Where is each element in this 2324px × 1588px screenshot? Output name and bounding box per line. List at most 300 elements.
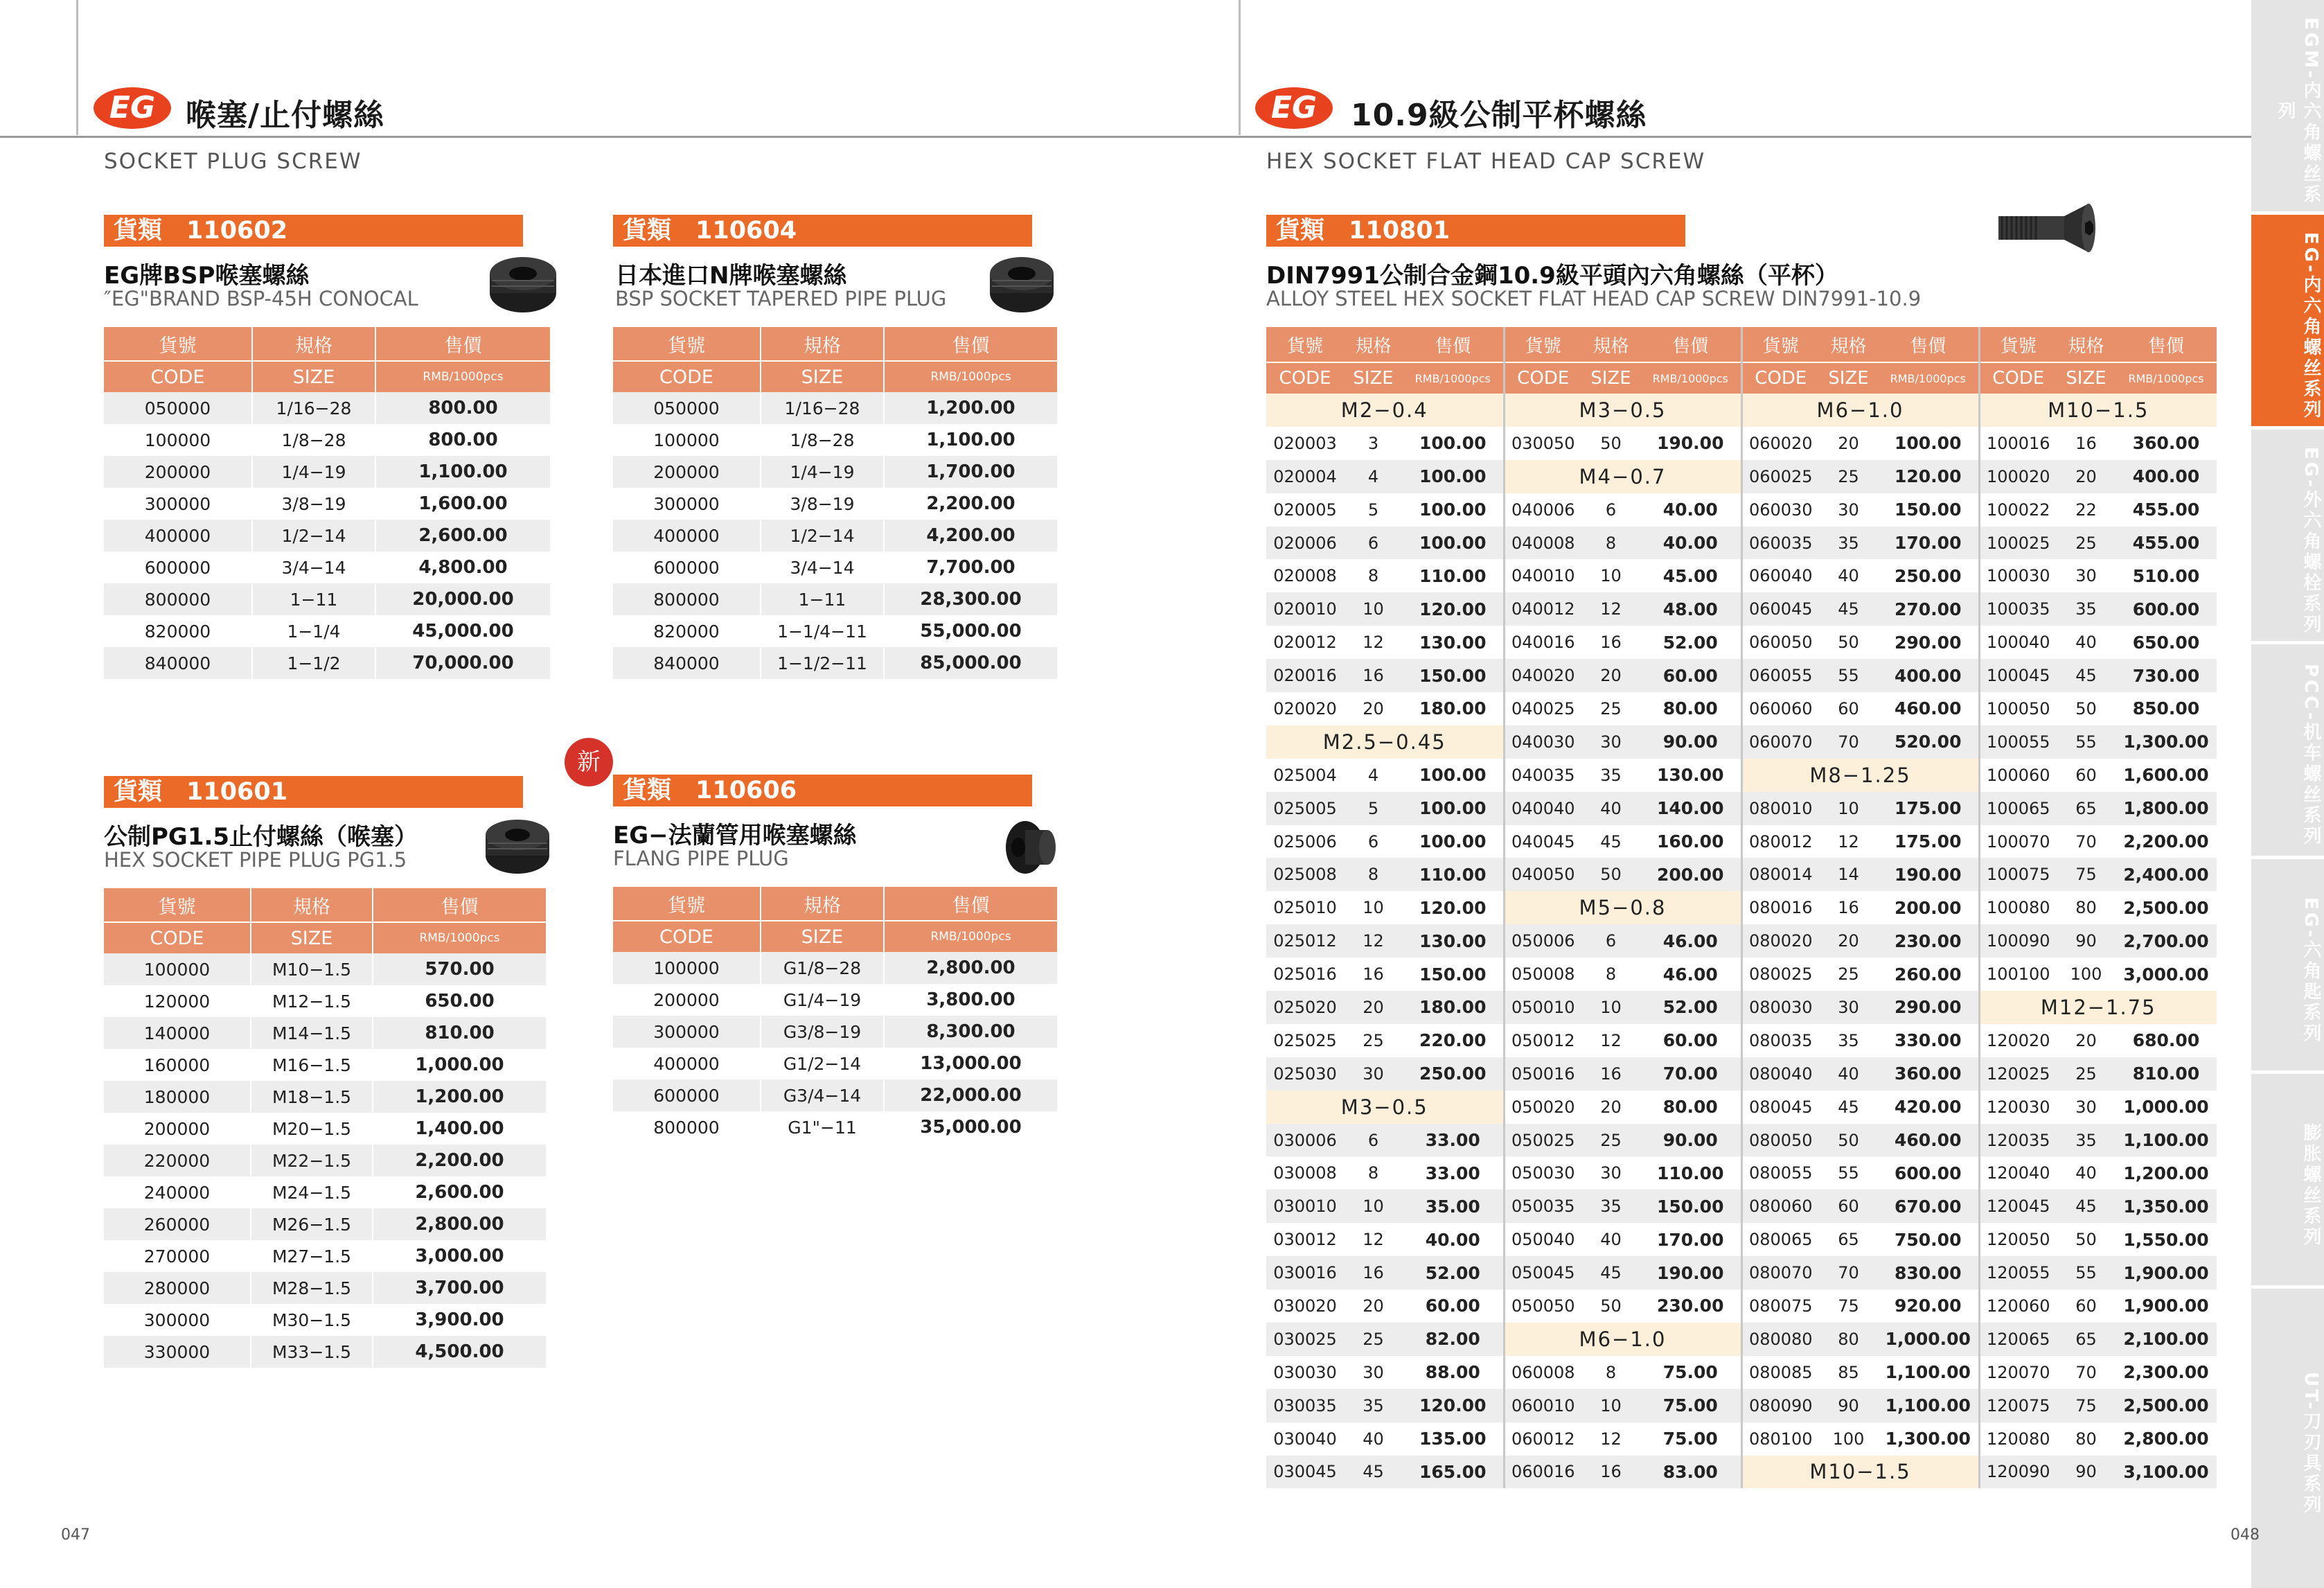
size-cell: 8 bbox=[1581, 958, 1640, 991]
price-cell: 1,100.00 bbox=[375, 456, 551, 488]
price-cell: 40.00 bbox=[1640, 493, 1741, 527]
code-cell: 300000 bbox=[613, 1016, 761, 1048]
table-row bbox=[613, 520, 1058, 552]
code-cell: 025006 bbox=[1266, 825, 1344, 858]
size-cell: 40 bbox=[1581, 792, 1640, 825]
price-cell: 920.00 bbox=[1878, 1289, 1979, 1323]
code-cell: 050008 bbox=[1504, 958, 1581, 991]
size-cell: M30−1.5 bbox=[251, 1304, 373, 1336]
size-cell: 20 bbox=[1581, 1091, 1640, 1124]
column-header: 規格 bbox=[252, 327, 375, 361]
code-cell: 140000 bbox=[104, 1017, 251, 1049]
code-cell: 050030 bbox=[1504, 1156, 1581, 1190]
column-header: CODE bbox=[613, 361, 761, 392]
price-cell: 290.00 bbox=[1878, 991, 1979, 1024]
price-cell: 60.00 bbox=[1640, 1024, 1741, 1057]
price-cell: 250.00 bbox=[1878, 559, 1979, 592]
size-cell: 30 bbox=[1581, 1156, 1640, 1190]
size-cell: 8 bbox=[1581, 527, 1640, 560]
code-cell: 120040 bbox=[1979, 1156, 2057, 1190]
price-cell: 20,000.00 bbox=[375, 583, 551, 615]
price-cell: 170.00 bbox=[1640, 1223, 1741, 1256]
price-cell: 40.00 bbox=[1403, 1223, 1504, 1256]
code-cell: 600000 bbox=[613, 552, 761, 583]
price-cell: 180.00 bbox=[1403, 991, 1504, 1024]
category-bar-110602: 貨類 110602 bbox=[104, 215, 523, 247]
column-header: 規格 bbox=[761, 327, 884, 361]
price-cell: 260.00 bbox=[1878, 958, 1979, 991]
price-cell: 80.00 bbox=[1640, 692, 1741, 725]
table-row bbox=[104, 647, 551, 679]
column-header: 貨號 bbox=[613, 887, 761, 921]
code-cell: 840000 bbox=[613, 647, 761, 679]
table-row bbox=[104, 392, 551, 424]
code-cell: 040030 bbox=[1504, 725, 1581, 759]
price-cell: 88.00 bbox=[1403, 1356, 1504, 1389]
code-cell: 600000 bbox=[613, 1079, 761, 1111]
code-cell: 060045 bbox=[1741, 592, 1819, 626]
size-cell: 40 bbox=[2057, 626, 2115, 659]
code-cell: 100020 bbox=[1979, 460, 2057, 493]
price-cell: 2,600.00 bbox=[373, 1176, 547, 1208]
price-cell: 100.00 bbox=[1878, 427, 1979, 460]
size-cell: 16 bbox=[1819, 891, 1878, 924]
table-row bbox=[104, 1208, 547, 1240]
code-cell: 120075 bbox=[1979, 1389, 2057, 1422]
table-header-row bbox=[613, 327, 1058, 361]
price-cell: 110.00 bbox=[1403, 858, 1504, 891]
size-cell: 25 bbox=[1344, 1323, 1403, 1356]
price-cell: 46.00 bbox=[1640, 958, 1741, 991]
code-cell: 100090 bbox=[1979, 924, 2057, 958]
table-row bbox=[1266, 1091, 2217, 1124]
price-cell: 3,000.00 bbox=[373, 1240, 547, 1272]
side-tab[interactable]: 膨胀螺丝系列 bbox=[2251, 1074, 2324, 1285]
column-header: 規格 bbox=[2057, 327, 2115, 362]
size-cell: G3/8−19 bbox=[761, 1016, 884, 1048]
column-header: CODE bbox=[1266, 362, 1344, 394]
size-cell: 50 bbox=[1819, 626, 1878, 659]
code-cell: 120050 bbox=[1979, 1223, 2057, 1256]
left-page-subtitle: SOCKET PLUG SCREW bbox=[104, 149, 362, 174]
price-cell: 100.00 bbox=[1403, 759, 1504, 792]
size-cell: 6 bbox=[1344, 825, 1403, 858]
size-cell: 45 bbox=[1819, 1091, 1878, 1124]
price-cell: 175.00 bbox=[1878, 792, 1979, 825]
side-tab[interactable]: EG-外六角螺栓系列 bbox=[2251, 430, 2324, 641]
code-cell: 060060 bbox=[1741, 692, 1819, 725]
price-cell: 35,000.00 bbox=[884, 1111, 1058, 1143]
price-cell: 190.00 bbox=[1640, 427, 1741, 460]
size-cell: 12 bbox=[1581, 1024, 1640, 1057]
size-cell: 1−11 bbox=[761, 583, 884, 615]
price-cell: 2,500.00 bbox=[2115, 1389, 2217, 1422]
side-tab[interactable]: PCC-机车螺丝系列 bbox=[2251, 644, 2324, 856]
price-cell: 1,800.00 bbox=[2115, 792, 2217, 825]
size-group-header: M5−0.8 bbox=[1504, 891, 1741, 924]
column-header: RMB/1000pcs bbox=[2115, 362, 2217, 394]
size-cell: M27−1.5 bbox=[251, 1240, 373, 1272]
size-cell: 6 bbox=[1581, 493, 1640, 527]
table-row bbox=[1266, 759, 2217, 792]
product-title-110602: EG牌BSP喉塞螺絲 bbox=[104, 262, 310, 290]
code-cell: 260000 bbox=[104, 1208, 251, 1240]
size-group-header: M2.5−0.45 bbox=[1266, 725, 1504, 759]
column-header: SIZE bbox=[761, 921, 884, 952]
price-cell: 1,900.00 bbox=[2115, 1289, 2217, 1323]
column-header: 規格 bbox=[1819, 327, 1878, 362]
size-cell: 12 bbox=[1344, 626, 1403, 659]
size-cell: 45 bbox=[2057, 659, 2115, 692]
price-cell: 400.00 bbox=[1878, 659, 1979, 692]
code-cell: 060012 bbox=[1504, 1422, 1581, 1456]
code-cell: 800000 bbox=[613, 583, 761, 615]
price-cell: 75.00 bbox=[1640, 1356, 1741, 1389]
code-cell: 100016 bbox=[1979, 427, 2057, 460]
table-row bbox=[1266, 1024, 2217, 1057]
price-cell: 1,100.00 bbox=[1878, 1389, 1979, 1422]
price-cell: 230.00 bbox=[1640, 1289, 1741, 1323]
table-row bbox=[104, 1081, 547, 1113]
code-cell: 100000 bbox=[613, 952, 761, 984]
side-tab[interactable]: EG-内六角螺丝系列 bbox=[2251, 215, 2324, 426]
code-cell: 080020 bbox=[1741, 924, 1819, 958]
size-cell: 1/16−28 bbox=[252, 392, 375, 424]
price-cell: 220.00 bbox=[1403, 1024, 1504, 1057]
size-cell: 55 bbox=[2057, 1256, 2115, 1289]
price-cell: 100.00 bbox=[1403, 825, 1504, 858]
price-cell: 82.00 bbox=[1403, 1323, 1504, 1356]
size-cell: 25 bbox=[1581, 1124, 1640, 1157]
flat-head-price-table bbox=[1266, 327, 2217, 1488]
size-cell: 65 bbox=[2057, 792, 2115, 825]
price-cell: 400.00 bbox=[2115, 460, 2217, 493]
code-cell: 030008 bbox=[1266, 1156, 1344, 1190]
table-row bbox=[1266, 924, 2217, 958]
price-cell: 4,200.00 bbox=[884, 520, 1058, 552]
column-header: 售價 bbox=[1878, 327, 1979, 362]
column-header: 售價 bbox=[2115, 327, 2217, 362]
table-row bbox=[1266, 692, 2217, 725]
code-cell: 300000 bbox=[104, 1304, 251, 1336]
product-subtitle-110601: HEX SOCKET PIPE PLUG PG1.5 bbox=[104, 848, 407, 872]
size-cell: 3/8−19 bbox=[252, 488, 375, 520]
price-cell: 2,800.00 bbox=[2115, 1422, 2217, 1456]
product-title-110801: DIN7991公制合金鋼10.9級平頭內六角螺絲（平杯） bbox=[1266, 262, 1838, 290]
code-cell: 120070 bbox=[1979, 1356, 2057, 1389]
column-header: 貨號 bbox=[1266, 327, 1344, 362]
price-cell: 110.00 bbox=[1640, 1156, 1741, 1190]
code-cell: 200000 bbox=[613, 984, 761, 1016]
code-cell: 020008 bbox=[1266, 559, 1344, 592]
table-header-row bbox=[104, 888, 547, 922]
price-cell: 1,400.00 bbox=[373, 1113, 547, 1145]
code-cell: 600000 bbox=[104, 552, 252, 583]
price-cell: 520.00 bbox=[1878, 725, 1979, 759]
price-cell: 140.00 bbox=[1640, 792, 1741, 825]
code-cell: 820000 bbox=[613, 615, 761, 647]
flange-plug-icon bbox=[997, 809, 1060, 879]
price-cell: 800.00 bbox=[375, 424, 551, 456]
side-tab[interactable]: EG-六角匙系列 bbox=[2251, 859, 2324, 1070]
price-cell: 150.00 bbox=[1403, 659, 1504, 692]
code-cell: 060040 bbox=[1741, 559, 1819, 592]
size-cell: 1/4−19 bbox=[252, 456, 375, 488]
size-cell: 5 bbox=[1344, 493, 1403, 527]
table-row bbox=[104, 1049, 547, 1081]
size-cell: 16 bbox=[1581, 1057, 1640, 1091]
code-cell: 080035 bbox=[1741, 1024, 1819, 1057]
code-cell: 040045 bbox=[1504, 825, 1581, 858]
price-cell: 330.00 bbox=[1878, 1024, 1979, 1057]
size-cell: 60 bbox=[2057, 1289, 2115, 1323]
code-cell: 400000 bbox=[613, 520, 761, 552]
price-cell: 650.00 bbox=[373, 985, 547, 1017]
table-row bbox=[1266, 725, 2217, 759]
size-cell: 40 bbox=[2057, 1156, 2115, 1190]
table-header-row bbox=[104, 361, 551, 392]
price-cell: 2,500.00 bbox=[2115, 891, 2217, 924]
code-cell: 100080 bbox=[1979, 891, 2057, 924]
price-cell: 85,000.00 bbox=[884, 647, 1058, 679]
price-cell: 650.00 bbox=[2115, 626, 2217, 659]
product-subtitle-110606: FLANG PIPE PLUG bbox=[613, 847, 789, 870]
table-row bbox=[104, 1272, 547, 1304]
code-cell: 080045 bbox=[1741, 1091, 1819, 1124]
size-cell: 16 bbox=[1344, 1256, 1403, 1289]
column-header: 規格 bbox=[761, 887, 884, 921]
pipe-plug-icon bbox=[479, 814, 556, 876]
size-cell: 35 bbox=[2057, 592, 2115, 626]
size-cell: 40 bbox=[1819, 1057, 1878, 1091]
code-cell: 080014 bbox=[1741, 858, 1819, 891]
size-cell: 75 bbox=[2057, 1389, 2115, 1422]
code-cell: 120080 bbox=[1979, 1422, 2057, 1456]
code-cell: 060008 bbox=[1504, 1356, 1581, 1389]
size-cell: 50 bbox=[2057, 1223, 2115, 1256]
code-cell: 060025 bbox=[1741, 460, 1819, 493]
code-cell: 060070 bbox=[1741, 725, 1819, 759]
table-row bbox=[613, 984, 1058, 1016]
price-cell: 830.00 bbox=[1878, 1256, 1979, 1289]
price-cell: 2,400.00 bbox=[2115, 858, 2217, 891]
code-cell: 080025 bbox=[1741, 958, 1819, 991]
table-row bbox=[613, 583, 1058, 615]
table-row bbox=[1266, 958, 2217, 991]
column-header: SIZE bbox=[2057, 362, 2115, 394]
size-cell: M14−1.5 bbox=[251, 1017, 373, 1049]
side-tab[interactable]: UT-刀刃具系列 bbox=[2251, 1289, 2324, 1588]
table-row bbox=[1266, 427, 2217, 460]
code-cell: 270000 bbox=[104, 1240, 251, 1272]
price-cell: 90.00 bbox=[1640, 1124, 1741, 1157]
column-header: 售價 bbox=[373, 888, 547, 922]
price-cell: 810.00 bbox=[373, 1017, 547, 1049]
price-cell: 1,300.00 bbox=[2115, 725, 2217, 759]
size-cell: M12−1.5 bbox=[251, 985, 373, 1017]
price-cell: 600.00 bbox=[1878, 1156, 1979, 1190]
size-cell: 10 bbox=[1344, 1190, 1403, 1223]
code-cell: 030025 bbox=[1266, 1323, 1344, 1356]
category-bar-110601: 貨類 110601 bbox=[104, 776, 523, 808]
code-cell: 120025 bbox=[1979, 1057, 2057, 1091]
price-cell: 28,300.00 bbox=[884, 583, 1058, 615]
price-cell: 70.00 bbox=[1640, 1057, 1741, 1091]
code-cell: 050035 bbox=[1504, 1190, 1581, 1223]
price-cell: 110.00 bbox=[1403, 559, 1504, 592]
price-cell: 750.00 bbox=[1878, 1223, 1979, 1256]
column-header: 售價 bbox=[1403, 327, 1504, 362]
column-header: SIZE bbox=[1344, 362, 1403, 394]
side-tab[interactable]: EGM-内六角螺丝系列 bbox=[2251, 0, 2324, 211]
price-cell: 1,200.00 bbox=[373, 1081, 547, 1113]
size-group-header: M2−0.4 bbox=[1266, 394, 1504, 427]
left-page-title: 喉塞/止付螺絲 bbox=[186, 98, 385, 133]
table-row bbox=[1266, 527, 2217, 560]
code-cell: 080030 bbox=[1741, 991, 1819, 1024]
price-cell: 2,300.00 bbox=[2115, 1356, 2217, 1389]
right-page-title: 10.9級公制平杯螺絲 bbox=[1351, 98, 1647, 133]
price-cell: 2,800.00 bbox=[884, 952, 1058, 984]
product-subtitle-110602: ″EG"BRAND BSP-45H CONOCAL bbox=[104, 287, 418, 310]
size-cell: 45 bbox=[1819, 592, 1878, 626]
size-cell: 10 bbox=[1581, 991, 1640, 1024]
code-cell: 050006 bbox=[1504, 924, 1581, 958]
column-header: 售價 bbox=[884, 887, 1058, 921]
code-cell: 180000 bbox=[104, 1081, 251, 1113]
price-cell: 200.00 bbox=[1878, 891, 1979, 924]
price-cell: 1,700.00 bbox=[884, 456, 1058, 488]
column-header: 規格 bbox=[1581, 327, 1640, 362]
code-cell: 040035 bbox=[1504, 759, 1581, 792]
code-cell: 080012 bbox=[1741, 825, 1819, 858]
column-header: 貨號 bbox=[1504, 327, 1581, 362]
column-header: 貨號 bbox=[104, 888, 251, 922]
size-cell: G1/4−19 bbox=[761, 984, 884, 1016]
size-cell: 70 bbox=[2057, 1356, 2115, 1389]
price-cell: 1,100.00 bbox=[884, 424, 1058, 456]
code-cell: 060055 bbox=[1741, 659, 1819, 692]
size-cell: 4 bbox=[1344, 759, 1403, 792]
column-header: RMB/1000pcs bbox=[1878, 362, 1979, 394]
code-cell: 120030 bbox=[1979, 1091, 2057, 1124]
size-cell: 8 bbox=[1581, 1356, 1640, 1389]
code-cell: 100000 bbox=[104, 953, 251, 985]
table-row bbox=[104, 1176, 547, 1208]
price-cell: 45.00 bbox=[1640, 559, 1741, 592]
table-header-row bbox=[613, 361, 1058, 392]
table-row bbox=[613, 552, 1058, 583]
price-cell: 70,000.00 bbox=[375, 647, 551, 679]
size-cell: 1/4−19 bbox=[761, 456, 884, 488]
code-cell: 050016 bbox=[1504, 1057, 1581, 1091]
size-cell: 25 bbox=[1819, 460, 1878, 493]
table-row bbox=[1266, 1323, 2217, 1356]
size-cell: 25 bbox=[1581, 692, 1640, 725]
page-number-left: 047 bbox=[61, 1526, 90, 1544]
size-cell: 8 bbox=[1344, 559, 1403, 592]
table-row bbox=[1266, 1190, 2217, 1223]
code-cell: 120060 bbox=[1979, 1289, 2057, 1323]
price-cell: 165.00 bbox=[1403, 1456, 1504, 1489]
code-cell: 020010 bbox=[1266, 592, 1344, 626]
size-cell: 60 bbox=[2057, 759, 2115, 792]
price-cell: 810.00 bbox=[2115, 1057, 2217, 1091]
price-cell: 730.00 bbox=[2115, 659, 2217, 692]
code-cell: 100040 bbox=[1979, 626, 2057, 659]
plug-screw-icon bbox=[485, 253, 561, 315]
size-cell: 30 bbox=[1581, 725, 1640, 759]
page-number-right: 048 bbox=[2230, 1526, 2260, 1544]
product-title-110601: 公制PG1.5止付螺絲（喉塞） bbox=[104, 823, 418, 851]
price-cell: 35.00 bbox=[1403, 1190, 1504, 1223]
size-cell: 50 bbox=[1581, 1289, 1640, 1323]
table-row bbox=[613, 1016, 1058, 1048]
column-header: 規格 bbox=[1344, 327, 1403, 362]
table-header-row bbox=[1266, 327, 2217, 362]
table-row bbox=[613, 456, 1058, 488]
size-cell: 45 bbox=[1581, 825, 1640, 858]
price-cell: 48.00 bbox=[1640, 592, 1741, 626]
table-row bbox=[613, 1111, 1058, 1143]
price-cell: 130.00 bbox=[1403, 924, 1504, 958]
code-cell: 800000 bbox=[613, 1111, 761, 1143]
code-cell: 050025 bbox=[1504, 1124, 1581, 1157]
size-cell: 35 bbox=[1819, 1024, 1878, 1057]
price-cell: 2,200.00 bbox=[373, 1145, 547, 1176]
size-cell: 12 bbox=[1344, 924, 1403, 958]
code-cell: 240000 bbox=[104, 1176, 251, 1208]
code-cell: 080060 bbox=[1741, 1190, 1819, 1223]
column-header: RMB/1000pcs bbox=[373, 922, 547, 953]
table-row bbox=[1266, 394, 2217, 427]
code-cell: 120035 bbox=[1979, 1124, 2057, 1157]
price-cell: 1,100.00 bbox=[2115, 1124, 2217, 1157]
code-cell: 120090 bbox=[1979, 1456, 2057, 1489]
code-cell: 025010 bbox=[1266, 891, 1344, 924]
column-header: SIZE bbox=[252, 361, 375, 392]
code-cell: 080050 bbox=[1741, 1124, 1819, 1157]
table-row bbox=[1266, 1057, 2217, 1091]
code-cell: 025004 bbox=[1266, 759, 1344, 792]
price-cell: 1,000.00 bbox=[2115, 1091, 2217, 1124]
size-cell: 4 bbox=[1344, 460, 1403, 493]
table-row bbox=[1266, 891, 2217, 924]
table-row bbox=[104, 1304, 547, 1336]
price-cell: 100.00 bbox=[1403, 527, 1504, 560]
size-cell: 6 bbox=[1581, 924, 1640, 958]
price-cell: 420.00 bbox=[1878, 1091, 1979, 1124]
size-cell: 10 bbox=[1581, 559, 1640, 592]
code-cell: 080040 bbox=[1741, 1057, 1819, 1091]
price-table-110601 bbox=[104, 888, 547, 1368]
price-cell: 22,000.00 bbox=[884, 1079, 1058, 1111]
table-row bbox=[1266, 792, 2217, 825]
price-cell: 120.00 bbox=[1403, 1389, 1504, 1422]
code-cell: 050045 bbox=[1504, 1256, 1581, 1289]
table-row bbox=[104, 985, 547, 1017]
size-cell: 3 bbox=[1344, 427, 1403, 460]
price-cell: 52.00 bbox=[1640, 991, 1741, 1024]
code-cell: 100030 bbox=[1979, 559, 2057, 592]
size-group-header: M8−1.25 bbox=[1741, 759, 1979, 792]
size-cell: 20 bbox=[2057, 1024, 2115, 1057]
code-cell: 840000 bbox=[104, 647, 252, 679]
price-cell: 290.00 bbox=[1878, 626, 1979, 659]
column-header: CODE bbox=[104, 361, 252, 392]
size-cell: 12 bbox=[1581, 1422, 1640, 1456]
table-row bbox=[104, 1113, 547, 1145]
